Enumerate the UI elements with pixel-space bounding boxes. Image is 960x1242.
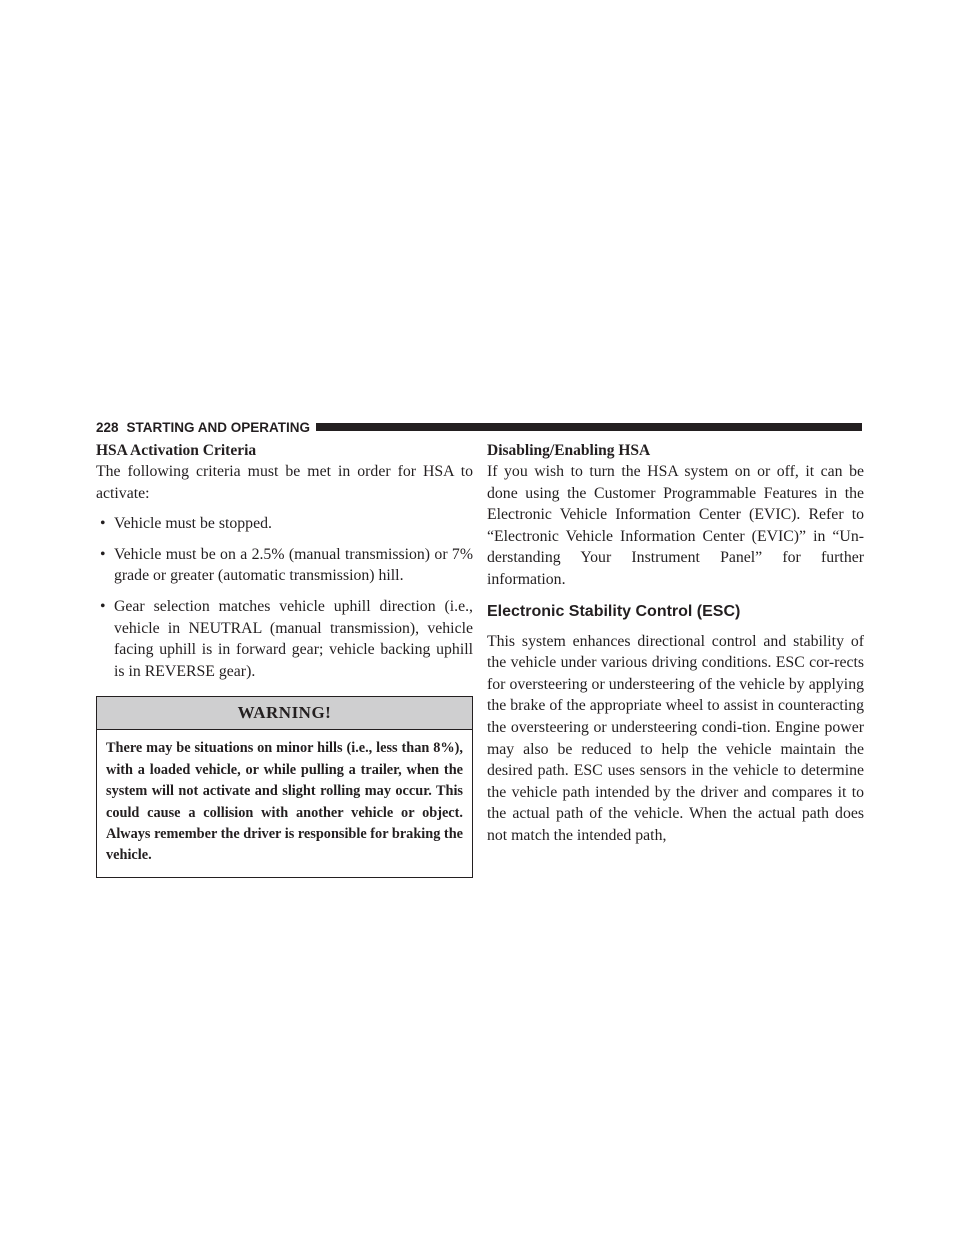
disabling-enabling-heading: Disabling/Enabling HSA (487, 442, 651, 459)
right-column (487, 440, 864, 847)
bullet-icon: • (100, 515, 106, 533)
hsa-activation-intro: The following criteria must be met in order for HSA to activate: (96, 463, 473, 502)
hsa-activation-heading: HSA Activation Criteria (96, 442, 257, 459)
list-item-text: Gear selection matches vehicle uphill direction (i.e., vehicle in NEUTRAL (manual transmission), vehicle facing uphill is in forward gear; vehicle backing uphill is in REVERSE gear). (114, 597, 473, 680)
disabling-enabling-paragraph: If you wish to turn the HSA system on or off, it can be done using the Customer Programmable Features in the Electronic Vehicle Information Center (EVIC). Refer to “Electronic Vehicle Information Center (EVIC)” in “Un-derstanding Your Instrument Panel” for further information. (487, 463, 864, 588)
list-item (96, 544, 473, 587)
list-item (96, 513, 473, 535)
section-title: STARTING AND OPERATING (126, 419, 311, 435)
list-item (96, 596, 473, 682)
page-header (96, 418, 862, 436)
warning-box (96, 696, 473, 877)
header-rule (316, 423, 862, 431)
bullet-icon: • (100, 597, 106, 615)
warning-title: WARNING! (97, 697, 472, 730)
esc-paragraph: This system enhances directional control and stability of the vehicle under various driving conditions. ESC cor-rects for oversteering or understeering of the vehicle by applying the brake of the appropriate wheel to assist in counteracting the oversteering or understeering condi-tion. Engine power may also be reduced to help the vehicle maintain the desired path. ESC uses sensors in the vehicle to determine the vehicle path intended by the driver and compares it to the actual path of the vehicle. When the actual path does not match the intended path, (487, 632, 864, 844)
list-item-text: Vehicle must be stopped. (114, 515, 272, 533)
page-number: 228 (96, 419, 119, 435)
warning-body: There may be situations on minor hills (i.e., less than 8%), with a loaded vehicle, or while pulling a trailer, when the system will not activate and slight rolling may occur. This could cause a collision with another vehicle or object. Always remember the driver is responsible for braking the vehicle. (106, 740, 463, 864)
esc-heading: Electronic Stability Control (ESC) (487, 602, 741, 620)
left-column (96, 440, 473, 878)
bullet-icon: • (100, 545, 106, 563)
criteria-list (96, 513, 473, 682)
list-item-text: Vehicle must be on a 2.5% (manual transmission) or 7% grade or greater (automatic transmission) hill. (114, 545, 473, 585)
